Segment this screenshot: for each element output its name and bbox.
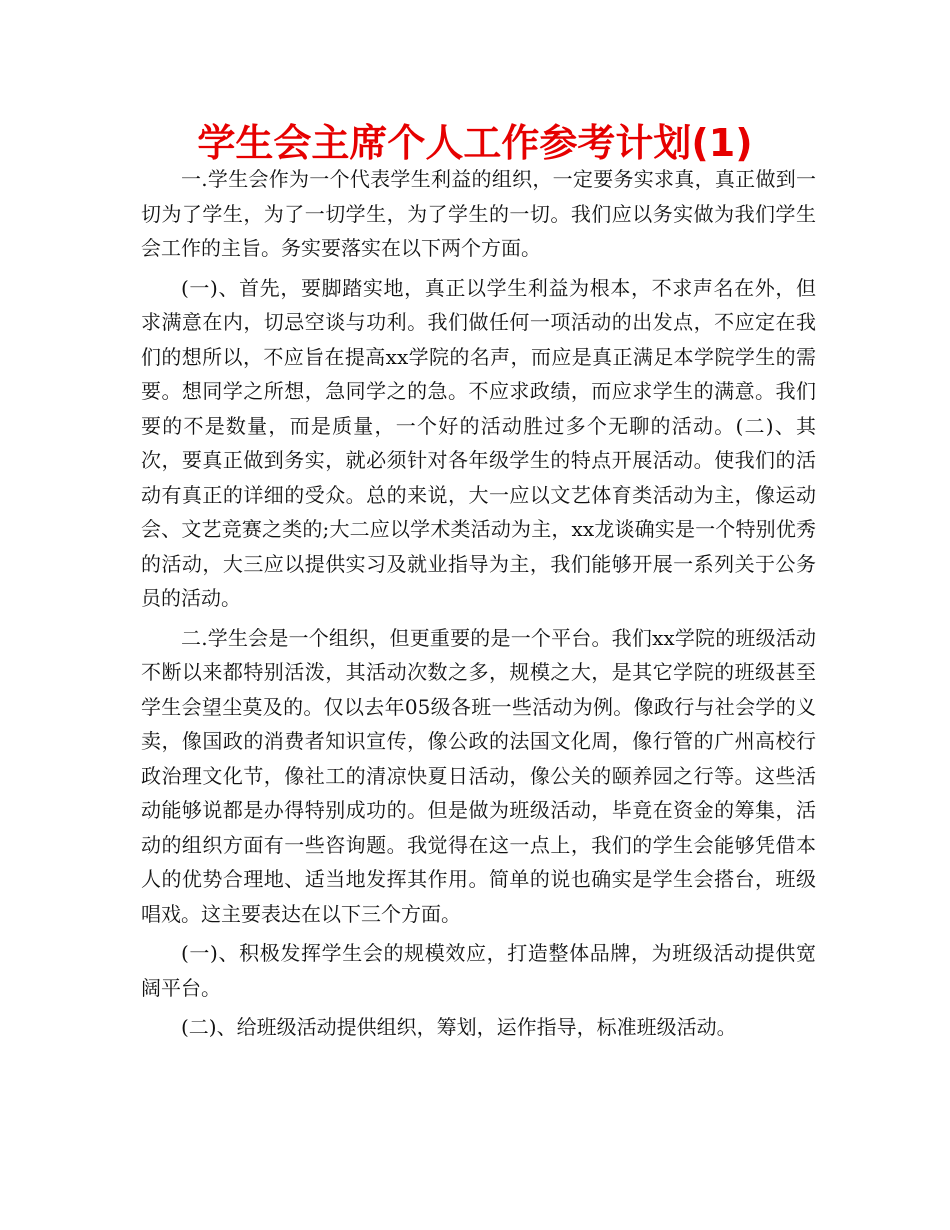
paragraph-3: 二.学生会是一个组织，但更重要的是一个平台。我们xx学院的班级活动不断以来都特别活泼，其活动次数之多，规模之大，是其它学院的班级甚至学生会望尘莫及的。仅以去年05级各班一些活动为例。像政行与社会学的义卖，像国政的消费者知识宣传，像公政的法国文化周，像行管的广州高校行政治理文化节，像社工的清凉快夏日活动，像公关的颐养园之行等。这些活动能够说都是办得特别成功的。但是做为班级活动，毕竟在资金的筹集，活动的组织方面有一些咨询题。我觉得在这一点上，我们的学生会能够凭借本人的优势合理地、适当地发挥其作用。简单的说也确实是学生会搭台，班级唱戏。这主要表达在以下三个方面。 — [141, 625, 816, 926]
document-body — [141, 162, 816, 1045]
paragraph-5: (二)、给班级活动提供组织，筹划，运作指导，标准班级活动。 — [181, 1015, 737, 1039]
paragraph-4: (一)、积极发挥学生会的规模效应，打造整体品牌，为班级活动提供宽阔平台。 — [141, 941, 816, 1000]
paragraph-1: 一.学生会作为一个代表学生利益的组织，一定要务实求真，真正做到一切为了学生，为了一切学生，为了学生的一切。我们应以务实做为我们学生会工作的主旨。务实要落实在以下两个方面。 — [141, 167, 816, 260]
document-title: 学生会主席个人工作参考计划(1) — [197, 121, 753, 165]
paragraph-2: (一)、首先，要脚踏实地，真正以学生利益为根本，不求声名在外，但求满意在内，切忌空谈与功利。我们做任何一项活动的出发点，不应定在我们的想所以，不应旨在提高xx学院的名声，而应是真正满足本学院学生的需要。想同学之所想，急同学之的急。不应求政绩，而应求学生的满意。我们要的不是数量，而是质量，一个好的活动胜过多个无聊的活动。(二)、其次，要真正做到务实，就必须针对各年级学生的特点开展活动。使我们的活动有真正的详细的受众。总的来说，大一应以文艺体育类活动为主，像运动会、文艺竞赛之类的;大二应以学术类活动为主，xx龙谈确实是一个特别优秀的活动，大三应以提供实习及就业指导为主，我们能够开展一系列关于公务员的活动。 — [141, 275, 816, 610]
